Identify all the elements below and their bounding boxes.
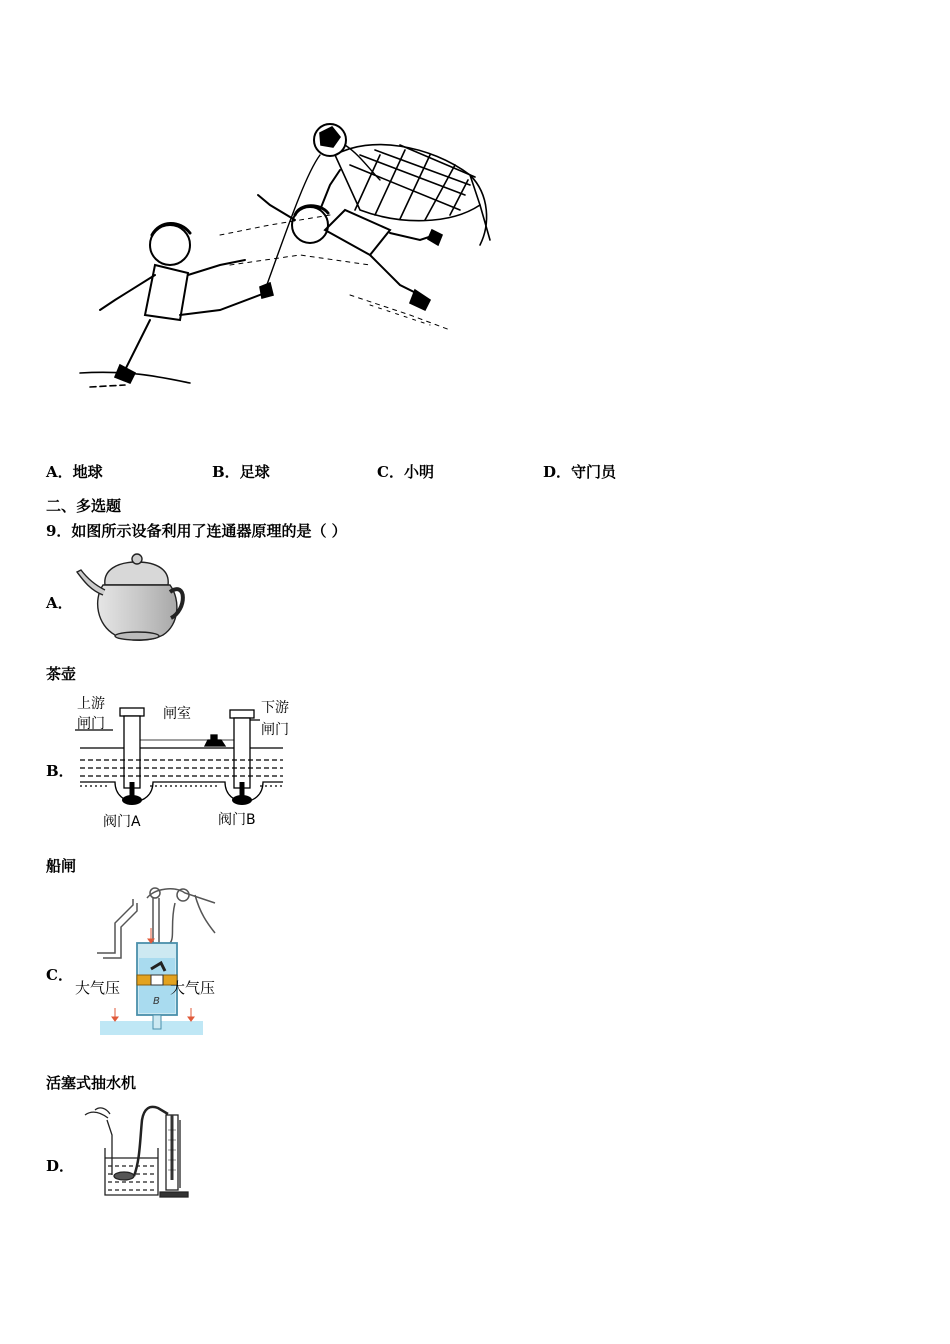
valve-b-label: 阀门B	[218, 812, 256, 828]
option-text: 守门员	[571, 463, 617, 481]
q9-option-a-caption: 茶壶	[46, 665, 77, 683]
downstream-label: 下游	[261, 700, 289, 716]
soccer-illustration	[70, 115, 500, 405]
valve-a-label: 阀门A	[103, 814, 141, 830]
chamber-label: 闸室	[163, 706, 191, 722]
option-letter: C．	[377, 463, 404, 481]
pressure-gauge-image	[80, 1100, 195, 1200]
upstream-label: 上游	[77, 696, 105, 712]
q9-option-c-letter[interactable]: C．	[46, 966, 73, 984]
option-text: 地球	[72, 463, 103, 481]
section-title: 二、多选题	[46, 497, 122, 515]
option-letter: A．	[46, 463, 73, 481]
upstream-gate-label: 闸门	[77, 716, 105, 732]
q9-option-d-letter[interactable]: D．	[46, 1157, 75, 1175]
q8-option-d[interactable]	[543, 461, 616, 482]
piston-pump-diagram	[75, 883, 225, 1038]
atm-pressure-left-label: 大气压	[75, 979, 121, 997]
q9-option-b-letter[interactable]: B．	[46, 762, 74, 780]
option-text: 足球	[239, 463, 270, 481]
piston-b-label: B	[153, 996, 160, 1007]
option-text: 小明	[403, 463, 434, 481]
q8-option-b[interactable]	[212, 461, 270, 482]
teapot-image	[75, 550, 190, 642]
q9-stem: 9．如图所示设备利用了连通器原理的是（ ）	[46, 522, 347, 540]
q8-option-a[interactable]	[46, 461, 103, 482]
atm-pressure-right-label: 大气压	[170, 979, 216, 997]
ship-lock-diagram	[75, 690, 300, 835]
option-letter: D．	[543, 463, 572, 481]
downstream-gate-label: 闸门	[261, 722, 289, 738]
q9-option-b-caption: 船闸	[46, 857, 77, 875]
option-letter: B．	[212, 463, 240, 481]
q9-option-c-caption: 活塞式抽水机	[46, 1074, 137, 1092]
q9-option-a-letter[interactable]: A．	[46, 594, 73, 612]
q8-option-c[interactable]	[377, 461, 434, 482]
